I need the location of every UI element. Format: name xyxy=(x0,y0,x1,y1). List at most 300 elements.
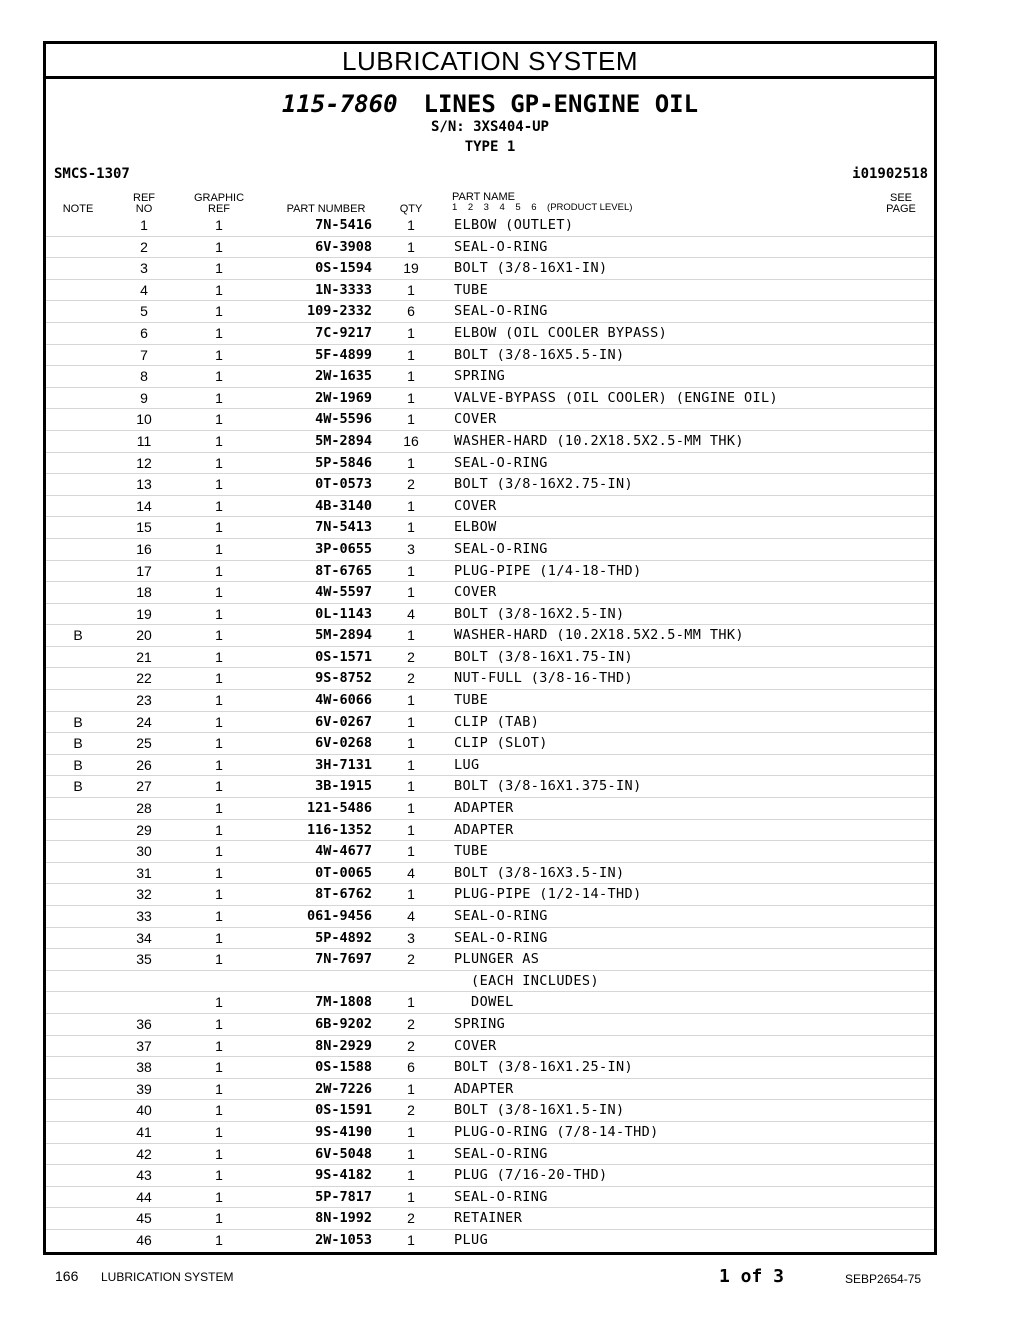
graphic-ref: 1 xyxy=(215,1167,223,1184)
part-name: BOLT (3/8-16X1.375-IN) xyxy=(454,778,642,795)
table-row xyxy=(46,971,934,993)
table-row xyxy=(46,668,934,690)
quantity: 4 xyxy=(407,908,415,924)
ref-number: 38 xyxy=(136,1059,152,1076)
part-number: 9S-4182 xyxy=(315,1167,372,1184)
graphic-ref: 1 xyxy=(215,281,223,298)
smcs-code: SMCS-1307 xyxy=(54,166,130,182)
table-row xyxy=(46,388,934,410)
quantity: 1 xyxy=(407,217,415,233)
part-number: 5M-2894 xyxy=(315,432,372,449)
ref-number: 21 xyxy=(136,648,152,665)
header-qty: QTY xyxy=(399,203,423,215)
graphic-ref: 1 xyxy=(215,886,223,903)
table-row xyxy=(46,820,934,842)
table-row xyxy=(46,798,934,820)
ref-number: 17 xyxy=(136,562,152,579)
quantity: 1 xyxy=(407,778,415,795)
quantity: 1 xyxy=(407,497,415,514)
ref-number: 46 xyxy=(136,1231,152,1248)
part-name: PLUG xyxy=(454,1231,489,1248)
ref-number: 32 xyxy=(136,886,152,903)
part-number: 6V-5048 xyxy=(315,1145,372,1162)
table-row xyxy=(46,712,934,734)
part-number: 116-1352 xyxy=(306,821,372,838)
graphic-ref: 1 xyxy=(215,1037,223,1054)
graphic-ref: 1 xyxy=(215,1015,223,1032)
graphic-ref: 1 xyxy=(215,908,223,924)
section-title: LUBRICATION SYSTEM xyxy=(46,44,934,79)
graphic-ref: 1 xyxy=(215,864,223,881)
part-number: 2W-7226 xyxy=(315,1080,372,1097)
part-number: 2W-1635 xyxy=(315,368,372,385)
ref-number: 6 xyxy=(140,324,148,341)
header-graphic-bottom: REF xyxy=(208,203,230,215)
graphic-ref: 1 xyxy=(215,756,223,773)
header-part-name: PART NAME xyxy=(452,191,515,203)
quantity: 4 xyxy=(407,605,415,622)
ref-number: 7 xyxy=(140,346,148,363)
ref-number: 8 xyxy=(140,368,148,385)
ref-number: 23 xyxy=(136,692,152,709)
part-number: 8N-2929 xyxy=(315,1037,372,1054)
part-number: 6B-9202 xyxy=(315,1015,372,1032)
quantity: 2 xyxy=(407,670,415,687)
part-number: 0L-1143 xyxy=(315,605,372,622)
quantity: 2 xyxy=(407,951,415,968)
serial-number: S/N: 3XS404-UP xyxy=(430,119,549,135)
part-number: 4W-5597 xyxy=(315,584,372,601)
table-row xyxy=(46,366,934,388)
part-number: 3B-1915 xyxy=(315,778,372,795)
ref-number: 9 xyxy=(140,389,148,406)
part-number: 0S-1591 xyxy=(315,1102,372,1119)
part-number: 061-9456 xyxy=(306,908,372,924)
part-number: 0S-1588 xyxy=(315,1059,372,1076)
quantity: 1 xyxy=(407,368,415,385)
table-row xyxy=(46,1165,934,1187)
part-name: ADAPTER xyxy=(454,821,514,838)
part-name: ADAPTER xyxy=(454,1080,514,1097)
table-row xyxy=(46,258,934,280)
part-name: ELBOW (OUTLET) xyxy=(454,217,574,233)
part-name: ADAPTER xyxy=(454,800,514,817)
table-row xyxy=(46,1122,934,1144)
graphic-ref: 1 xyxy=(215,648,223,665)
header-see-bottom: PAGE xyxy=(886,203,916,215)
ref-number: 11 xyxy=(136,432,152,449)
part-number: 0T-0573 xyxy=(315,476,372,493)
graphic-ref: 1 xyxy=(215,260,223,277)
quantity: 1 xyxy=(407,519,415,536)
note-cell: B xyxy=(73,713,83,730)
quantity: 6 xyxy=(407,1059,415,1076)
note-cell: B xyxy=(73,756,83,773)
quantity: 2 xyxy=(407,1015,415,1032)
part-name: SEAL-O-RING xyxy=(454,540,548,557)
header-see-top: SEE xyxy=(889,192,912,204)
quantity: 3 xyxy=(407,929,415,946)
part-name: PLUG (7/16-20-THD) xyxy=(454,1167,608,1184)
graphic-ref: 1 xyxy=(215,1102,223,1119)
type-label: TYPE 1 xyxy=(464,139,516,155)
part-name: (EACH INCLUDES) xyxy=(454,972,599,989)
ref-number: 26 xyxy=(136,756,152,773)
graphic-ref: 1 xyxy=(215,519,223,536)
part-number: 8N-1992 xyxy=(315,1210,372,1227)
note-cell: B xyxy=(73,627,83,644)
graphic-ref: 1 xyxy=(215,324,223,341)
table-row xyxy=(46,237,934,259)
header-part-number: PART NUMBER xyxy=(286,203,366,215)
part-number: 9S-8752 xyxy=(315,670,372,687)
part-number: 7N-7697 xyxy=(315,951,372,968)
ref-number: 29 xyxy=(136,821,152,838)
graphic-ref: 1 xyxy=(215,1059,223,1076)
table-row xyxy=(46,755,934,777)
graphic-ref: 1 xyxy=(215,389,223,406)
table-row xyxy=(46,841,934,863)
graphic-ref: 1 xyxy=(215,951,223,968)
part-name: RETAINER xyxy=(454,1210,523,1227)
quantity: 19 xyxy=(403,260,419,277)
part-name: PLUG-PIPE (1/4-18-THD) xyxy=(454,562,642,579)
part-name: PLUNGER AS xyxy=(454,951,540,968)
header-note: NOTE xyxy=(62,203,94,215)
document-ident: i01902518 xyxy=(852,166,928,182)
footer-page-number: 166 xyxy=(55,1268,79,1284)
quantity: 1 xyxy=(407,627,415,644)
graphic-ref: 1 xyxy=(215,929,223,946)
table-row xyxy=(46,561,934,583)
part-number: 8T-6765 xyxy=(315,562,372,579)
table-row xyxy=(46,1100,934,1122)
quantity: 1 xyxy=(407,346,415,363)
part-name: BOLT (3/8-16X1.5-IN) xyxy=(454,1102,625,1119)
graphic-ref: 1 xyxy=(215,238,223,255)
part-name: SEAL-O-RING xyxy=(454,454,548,471)
table-row xyxy=(46,928,934,950)
part-name: TUBE xyxy=(454,843,489,860)
quantity: 2 xyxy=(407,476,415,493)
part-name: BOLT (3/8-16X2.5-IN) xyxy=(454,605,625,622)
ref-number: 28 xyxy=(136,800,152,817)
part-name: WASHER-HARD (10.2X18.5X2.5-MM THK) xyxy=(454,432,744,449)
graphic-ref: 1 xyxy=(215,368,223,385)
graphic-ref: 1 xyxy=(215,843,223,860)
quantity: 2 xyxy=(407,1102,415,1119)
graphic-ref: 1 xyxy=(215,1231,223,1248)
part-name: NUT-FULL (3/8-16-THD) xyxy=(454,670,634,687)
ref-number: 12 xyxy=(136,454,152,471)
table-row xyxy=(46,1079,934,1101)
part-number: 9S-4190 xyxy=(315,1123,372,1140)
graphic-ref: 1 xyxy=(215,994,223,1011)
part-number: 0T-0065 xyxy=(315,864,372,881)
table-row xyxy=(46,906,934,928)
part-number: 5M-2894 xyxy=(315,627,372,644)
quantity: 1 xyxy=(407,584,415,601)
table-row xyxy=(46,1230,934,1252)
part-name: COVER xyxy=(454,1037,497,1054)
part-number: 4B-3140 xyxy=(315,497,372,514)
quantity: 2 xyxy=(407,648,415,665)
ref-number: 13 xyxy=(136,476,152,493)
graphic-ref: 1 xyxy=(215,1123,223,1140)
part-number: 5P-5846 xyxy=(315,454,372,471)
header-product-levels: 1 2 3 4 5 6 (PRODUCT LEVEL) xyxy=(452,202,633,213)
part-name: ELBOW (OIL COOLER BYPASS) xyxy=(454,324,668,341)
ref-number: 31 xyxy=(136,864,152,881)
part-number: 3P-0655 xyxy=(315,540,372,557)
ref-number: 40 xyxy=(136,1102,152,1119)
part-name: CLIP (TAB) xyxy=(454,713,540,730)
table-row xyxy=(46,215,934,237)
quantity: 3 xyxy=(407,540,415,557)
graphic-ref: 1 xyxy=(215,821,223,838)
graphic-ref: 1 xyxy=(215,627,223,644)
part-name: BOLT (3/8-16X5.5-IN) xyxy=(454,346,625,363)
quantity: 1 xyxy=(407,238,415,255)
quantity: 1 xyxy=(407,324,415,341)
quantity: 2 xyxy=(407,1210,415,1227)
ref-number: 35 xyxy=(136,951,152,968)
note-cell: B xyxy=(73,735,83,752)
quantity: 1 xyxy=(407,800,415,817)
table-row xyxy=(46,280,934,302)
header-graphic-top: GRAPHIC xyxy=(193,192,245,204)
part-number: 2W-1969 xyxy=(315,389,372,406)
graphic-ref: 1 xyxy=(215,670,223,687)
graphic-ref: 1 xyxy=(215,1210,223,1227)
table-row xyxy=(46,690,934,712)
part-name: BOLT (3/8-16X2.75-IN) xyxy=(454,476,634,493)
ref-number: 34 xyxy=(136,929,152,946)
quantity: 1 xyxy=(407,1123,415,1140)
ref-number: 1 xyxy=(140,217,148,233)
ref-number: 37 xyxy=(136,1037,152,1054)
ref-number: 3 xyxy=(140,260,148,277)
quantity: 1 xyxy=(407,1231,415,1248)
part-number: 2W-1053 xyxy=(315,1231,372,1248)
graphic-ref: 1 xyxy=(215,584,223,601)
quantity: 1 xyxy=(407,692,415,709)
table-row xyxy=(46,733,934,755)
table-row xyxy=(46,1144,934,1166)
table-row xyxy=(46,949,934,971)
table-row xyxy=(46,863,934,885)
table-row xyxy=(46,539,934,561)
ref-number: 24 xyxy=(136,713,152,730)
part-name: LUG xyxy=(454,756,480,773)
part-number: 8T-6762 xyxy=(315,886,372,903)
part-name: SEAL-O-RING xyxy=(454,303,548,320)
part-name: SEAL-O-RING xyxy=(454,238,548,255)
ref-number: 5 xyxy=(140,303,148,320)
ref-number: 39 xyxy=(136,1080,152,1097)
table-row xyxy=(46,884,934,906)
quantity: 1 xyxy=(407,389,415,406)
graphic-ref: 1 xyxy=(215,540,223,557)
table-row xyxy=(46,604,934,626)
graphic-ref: 1 xyxy=(215,800,223,817)
part-name: PLUG-O-RING (7/8-14-THD) xyxy=(454,1123,659,1140)
quantity: 1 xyxy=(407,411,415,428)
table-row xyxy=(46,453,934,475)
graphic-ref: 1 xyxy=(215,454,223,471)
graphic-ref: 1 xyxy=(215,713,223,730)
table-row xyxy=(46,582,934,604)
part-number: 6V-3908 xyxy=(315,238,372,255)
part-number: 109-2332 xyxy=(306,303,372,320)
table-row xyxy=(46,1014,934,1036)
ref-number: 30 xyxy=(136,843,152,860)
part-name: SPRING xyxy=(454,368,506,385)
table-row xyxy=(46,496,934,518)
parts-sheet xyxy=(43,41,937,1255)
part-name: COVER xyxy=(454,584,497,601)
part-number: 7C-9217 xyxy=(315,324,372,341)
ref-number: 2 xyxy=(140,238,148,255)
part-number: 3H-7131 xyxy=(315,756,372,773)
table-row xyxy=(46,1057,934,1079)
part-name: COVER xyxy=(454,497,497,514)
ref-number: 15 xyxy=(136,519,152,536)
table-row xyxy=(46,647,934,669)
ref-number: 36 xyxy=(136,1015,152,1032)
footer-document-id: SEBP2654-75 xyxy=(845,1272,922,1286)
ref-number: 19 xyxy=(136,605,152,622)
graphic-ref: 1 xyxy=(215,303,223,320)
table-row xyxy=(46,301,934,323)
part-number: 5P-4892 xyxy=(315,929,372,946)
ref-number: 43 xyxy=(136,1167,152,1184)
table-row xyxy=(46,1187,934,1209)
ref-number: 27 xyxy=(136,778,152,795)
quantity: 1 xyxy=(407,843,415,860)
quantity: 1 xyxy=(407,886,415,903)
quantity: 1 xyxy=(407,1145,415,1162)
ref-number: 25 xyxy=(136,735,152,752)
part-name: SEAL-O-RING xyxy=(454,1188,548,1205)
graphic-ref: 1 xyxy=(215,497,223,514)
quantity: 1 xyxy=(407,1167,415,1184)
table-row xyxy=(46,323,934,345)
ref-number: 18 xyxy=(136,584,152,601)
part-number: 7N-5413 xyxy=(315,519,372,536)
part-name: ELBOW xyxy=(454,519,497,536)
group-number: 115-7860 xyxy=(281,90,398,118)
graphic-ref: 1 xyxy=(215,778,223,795)
ref-number: 14 xyxy=(136,497,152,514)
quantity: 1 xyxy=(407,562,415,579)
table-row xyxy=(46,625,934,647)
table-row xyxy=(46,1208,934,1230)
table-row xyxy=(46,345,934,367)
part-number: 7N-5416 xyxy=(315,217,372,233)
part-name: SEAL-O-RING xyxy=(454,1145,548,1162)
part-number: 6V-0267 xyxy=(315,713,372,730)
group-name: LINES GP-ENGINE OIL xyxy=(423,90,699,118)
quantity: 1 xyxy=(407,756,415,773)
ref-number: 45 xyxy=(136,1210,152,1227)
graphic-ref: 1 xyxy=(215,605,223,622)
part-name: BOLT (3/8-16X3.5-IN) xyxy=(454,864,625,881)
ref-number: 16 xyxy=(136,540,152,557)
part-number: 0S-1571 xyxy=(315,648,372,665)
quantity: 1 xyxy=(407,735,415,752)
header-ref-bottom: NO xyxy=(135,203,153,215)
part-number: 7M-1808 xyxy=(315,994,372,1011)
ref-number: 10 xyxy=(136,411,152,428)
part-name: TUBE xyxy=(454,281,489,298)
ref-number: 42 xyxy=(136,1145,152,1162)
graphic-ref: 1 xyxy=(215,476,223,493)
part-name: PLUG-PIPE (1/2-14-THD) xyxy=(454,886,642,903)
table-row xyxy=(46,992,934,1014)
graphic-ref: 1 xyxy=(215,692,223,709)
footer-section: LUBRICATION SYSTEM xyxy=(101,1270,234,1284)
quantity: 1 xyxy=(407,281,415,298)
part-number: 6V-0268 xyxy=(315,735,372,752)
note-cell: B xyxy=(73,778,83,795)
quantity: 2 xyxy=(407,1037,415,1054)
quantity: 16 xyxy=(403,432,419,449)
ref-number: 44 xyxy=(136,1188,152,1205)
ref-number: 4 xyxy=(140,281,148,298)
table-row xyxy=(46,776,934,798)
table-row xyxy=(46,1036,934,1058)
graphic-ref: 1 xyxy=(215,217,223,233)
part-number: 4W-5596 xyxy=(315,411,372,428)
table-row xyxy=(46,474,934,496)
quantity: 1 xyxy=(407,454,415,471)
part-name: TUBE xyxy=(454,692,489,709)
quantity: 6 xyxy=(407,303,415,320)
ref-number: 20 xyxy=(136,627,152,644)
table-row xyxy=(46,517,934,539)
part-name: VALVE-BYPASS (OIL COOLER) (ENGINE OIL) xyxy=(454,389,779,406)
footer-sheet-count: 1 of 3 xyxy=(719,1266,785,1287)
graphic-ref: 1 xyxy=(215,1188,223,1205)
part-name: SEAL-O-RING xyxy=(454,929,548,946)
part-number: 4W-6066 xyxy=(315,692,372,709)
ref-number: 33 xyxy=(136,908,152,924)
part-name: BOLT (3/8-16X1.75-IN) xyxy=(454,648,634,665)
graphic-ref: 1 xyxy=(215,1080,223,1097)
group-heading xyxy=(46,90,934,118)
part-number: 121-5486 xyxy=(306,800,372,817)
graphic-ref: 1 xyxy=(215,1145,223,1162)
part-name: WASHER-HARD (10.2X18.5X2.5-MM THK) xyxy=(454,627,744,644)
graphic-ref: 1 xyxy=(215,735,223,752)
part-name: DOWEL xyxy=(454,994,514,1011)
quantity: 1 xyxy=(407,713,415,730)
header-ref-top: REF xyxy=(133,192,155,204)
part-number: 1N-3333 xyxy=(315,281,372,298)
part-number: 4W-4677 xyxy=(315,843,372,860)
part-name: SEAL-O-RING xyxy=(454,908,548,924)
table-row xyxy=(46,409,934,431)
part-name: CLIP (SLOT) xyxy=(454,735,548,752)
part-number: 5F-4899 xyxy=(315,346,372,363)
graphic-ref: 1 xyxy=(215,411,223,428)
ref-number: 41 xyxy=(136,1123,152,1140)
part-number: 0S-1594 xyxy=(315,260,372,277)
part-name: COVER xyxy=(454,411,497,428)
part-number: 5P-7817 xyxy=(315,1188,372,1205)
table-row xyxy=(46,431,934,453)
